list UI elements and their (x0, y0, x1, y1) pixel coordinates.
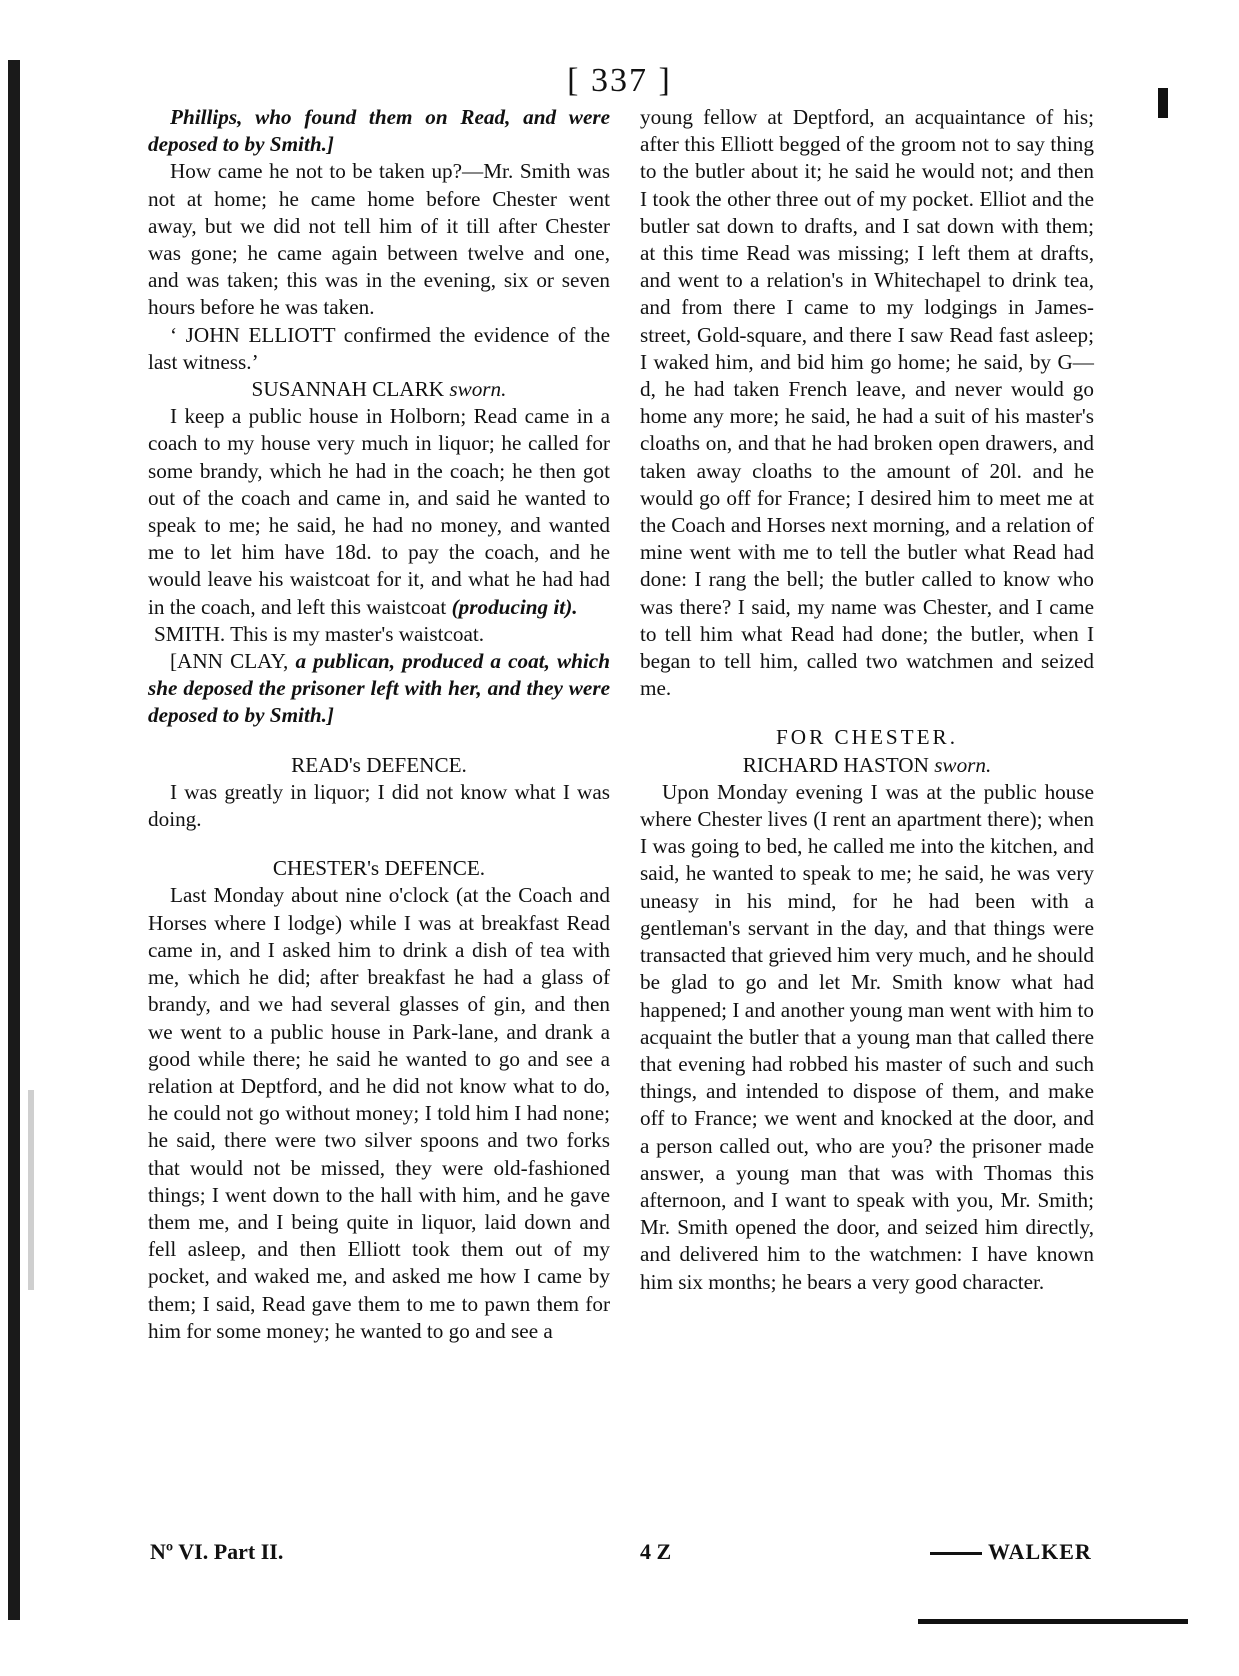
bracket-note (148, 648, 610, 730)
witness-name: SUSANNAH CLARK (251, 377, 445, 402)
gathering-signature: 4 Z (640, 1539, 672, 1564)
catchword: WALKER (930, 1539, 1092, 1565)
witness-heading (640, 752, 1094, 779)
bracket-italic-text: a publican, produced a coat, which she deposed the prisoner left with her, and they were deposed to by Smith.] (148, 649, 610, 728)
page-number: [ 337 ] (567, 62, 672, 99)
paragraph: Last Monday about nine o'clock (at the Coach and Horses where I lodge) while I was at breakfast Read came in, and I asked him to drink a dish of tea with me, which he did; after breakfast he had a glass of brandy, and we had several glasses of gin, and then we went to a public house in Park-lane, and drank a good while there; he said he wanted to go and see a relation at Deptford, and he did not know what to do, he could not go without money; I told him I had none; he said, there were two silver spoons and two forks that would not be missed, they were old-fashioned things; I went down to the hall with him, and he gave them me, and I being quite in liquor, laid down and fell asleep, and then Elliott took them out of my pocket, and waked me, and asked me how I came by them; I said, Read gave them to me to pawn them for him for some money; he wanted to go and see a (148, 883, 610, 1343)
section-heading: CHESTER's DEFENCE. (272, 856, 486, 881)
section-heading: READ's DEFENCE. (291, 752, 467, 777)
right-column (640, 104, 1094, 1296)
witness-name: RICHARD HASTON (742, 752, 929, 777)
signature-mark: Nº VI. Part II. (150, 1539, 284, 1564)
witness-heading (148, 376, 610, 403)
producing-note: (producing it). (451, 594, 578, 619)
bracket-note: Phillips, who found them on Read, and were deposed to by Smith.] (148, 105, 610, 157)
sworn-label: sworn. (449, 377, 507, 402)
testimony-text: I keep a public house in Holborn; Read came in a coach to my house very much in liquor; he called for some brandy, which he had in the coach; he then got out of the coach and came in, and said he wanted to speak to me; he said, he had no money, and wanted me to let him have 18d. to pay the coach, and he would leave his waistcoat for it, and what he had had in the coach, and left this waistcoat (148, 404, 610, 619)
paragraph: ‘ JOHN ELLIOTT confirmed the evidence of the last witness.’ (148, 322, 610, 374)
paragraph: How came he not to be taken up?—Mr. Smith was not at home; he came home before Chester went away, but we did not tell him of it till after Chester was gone; he came again between twelve and one, and was taken; this was in the evening, six or seven hours before he was taken. (148, 159, 610, 320)
paragraph: I was greatly in liquor; I did not know what I was doing. (148, 779, 610, 832)
bottom-rule (918, 1619, 1188, 1624)
bracket-name: [ANN CLAY, (170, 649, 289, 674)
paragraph: Upon Monday evening I was at the public house where Chester lives (I rent an apartment there); when I was going to bed, he called me into the kitchen, and said, he wanted to speak to me; he said, he was very uneasy in his mind, for he had been with a gentleman's servant in the day, and that things were transacted that grieved him very much, and he should be glad to go and let Mr. Smith know what had happened; I and another young man went with him to acquaint the butler that a young man that called there that evening had robbed his master of such and such things, and intended to dispose of them, and make off to France; we went and knocked at the door, and a person called out, who are you? the prisoner made answer, a young man that was with Thomas this afternoon, and I want to speak with you, Mr. Smith; Mr. Smith opened the door, and seized him directly, and delivered him to the watchmen: I have known him six months; he bears a very good character. (640, 779, 1094, 1294)
scan-edge-speck (28, 1090, 34, 1290)
paragraph: young fellow at Deptford, an acquaintance of his; after this Elliott begged of the groom not to say thing to the butler about it; he said he would not; and then I took the other three out of my pocket. Elliot and the butler sat down to drafts, and I sat down with them; at this time Read was missing; I left them at drafts, and went to a relation's in Whitechapel to drink tea, and from there I came to my lodgings in James-street, Gold-square, and there I saw Read fast asleep; I waked him, and bid him go home; he said, by G—d, he had taken French leave, and never would go home any more; he said, he had a suit of his master's cloaths on, and that he had broken open drawers, and taken away cloaths to the amount of 20l. and he would go off for France; I desired him to meet me at the Coach and Horses next morning, and a relation of mine went with me to tell the butler what Read had done: I rang the bell; the butler called to know who was there? I said, my name was Chester, and I came to tell him what Read had done; the butler, when I began to tell him, called two watchmen and seized me. (640, 105, 1094, 701)
sworn-label: sworn. (934, 752, 992, 777)
left-column (148, 104, 610, 1345)
paragraph: SMITH. This is my master's waistcoat. (154, 621, 485, 646)
paragraph (148, 403, 610, 621)
section-heading: FOR CHESTER. (776, 725, 958, 750)
scan-edge-bar (8, 60, 20, 1620)
